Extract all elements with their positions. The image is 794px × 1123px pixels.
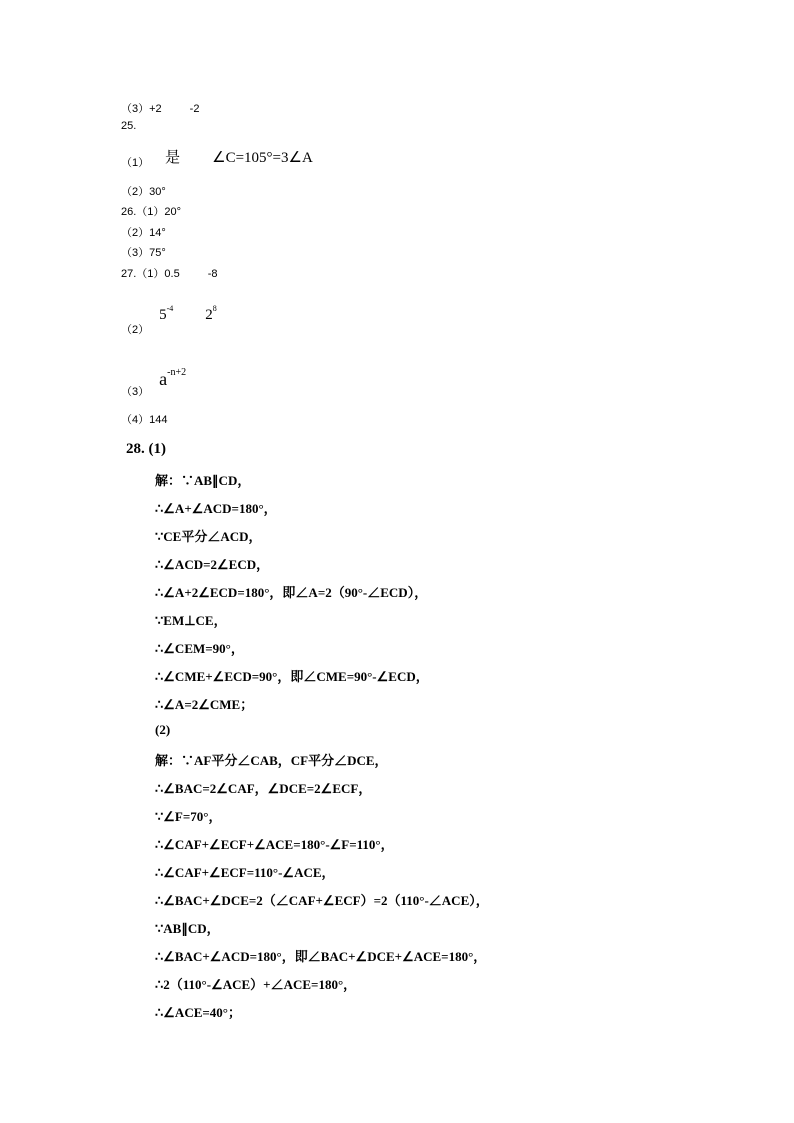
q28-p2-line: ∴∠CAF+∠ECF+∠ACE=180°-∠F=110°， [155, 837, 394, 852]
q28-p2-line: ∵∠F=70°， [155, 809, 222, 824]
q28-p1-line: ∵CE平分∠ACD， [155, 529, 262, 544]
q28-p2-line: ∴∠CAF+∠ECF=110°-∠ACE， [155, 865, 335, 880]
q28-p2-line: 解：∵AF平分∠CAB，CF平分∠DCE， [155, 753, 388, 768]
q28-p1-line: ∴∠A+∠ACD=180°， [155, 501, 277, 516]
q25-part2: （2）30° [121, 186, 166, 198]
q28-p1-line: ∵EM⊥CE， [155, 613, 227, 628]
q28-part2-heading: (2) [155, 722, 171, 737]
q28-p1-line: ∴∠CEM=90°， [155, 641, 244, 656]
q28-p2-line: ∴∠BAC+∠ACD=180°，即∠BAC+∠DCE+∠ACE=180°， [155, 949, 487, 964]
q26-part2: （2）14° [121, 227, 166, 239]
q28-p2-line: ∵AB∥CD， [155, 921, 220, 936]
q28-heading: 28. (1) [126, 441, 166, 457]
q27-part3: $_{(3)}$ $a^{-n+2}$ [121, 367, 187, 398]
q28-p2-line: ∴∠ACE=40°； [155, 1005, 241, 1020]
q27-part1: 27.（1）0.5 -8 [121, 268, 218, 280]
q24-part3: （3）+2 -2 [121, 103, 200, 115]
q28-p2-line: ∴∠BAC+∠DCE=2（∠CAF+∠ECF）=2（110°-∠ACE）， [155, 893, 489, 908]
q28-p1-line: ∴∠A=2∠CME； [155, 697, 254, 712]
q28-p1-line: ∴∠A+2∠ECD=180°，即∠A=2（90°-∠ECD）， [155, 585, 428, 600]
q25-part1: $_{(1)}$ 是 ∠C=105°=3∠A [121, 150, 313, 169]
q26-part1: 26.（1）20° [121, 206, 182, 218]
q26-part3: （3）75° [121, 247, 166, 259]
q27-part4: （4）144 [121, 414, 168, 426]
q28-p1-line: ∴∠CME+∠ECD=90°，即∠CME=90°-∠ECD， [155, 669, 429, 684]
q28-p2-line: ∴∠BAC=2∠CAF，∠DCE=2∠ECF， [155, 781, 372, 796]
q25-number: 25. [121, 120, 137, 132]
q28-p1-line: ∴∠ACD=2∠ECD， [155, 557, 270, 572]
q28-p2-line: ∴2（110°-∠ACE）+∠ACE=180°， [155, 977, 357, 992]
q28-p1-line: 解：∵AB∥CD， [155, 473, 251, 488]
q27-part2: $_{(2)}$ $5^{-4}$ $2^8$ [121, 304, 217, 336]
